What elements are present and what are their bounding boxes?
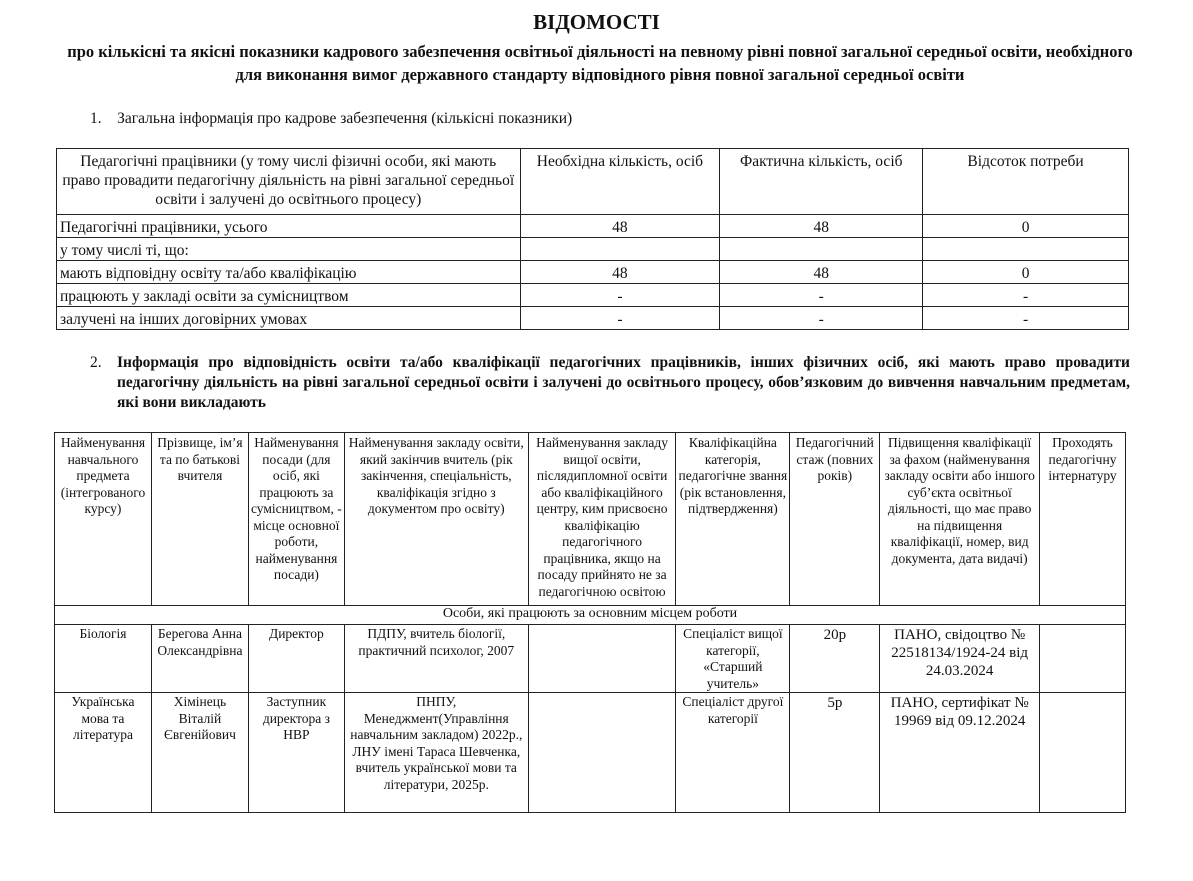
experience-cell: 20р (790, 625, 880, 693)
document-title: ВІДОМОСТІ (533, 10, 660, 34)
position-cell: Директор (248, 625, 344, 693)
education-cell: ПНПУ, Менеджмент(Управління навчальним закладом) 2022р., ЛНУ імені Тараса Шевченка, вчитель української мови та літератури, 2025р. (344, 693, 528, 813)
column-header: Найменування посади (для осіб, які працюють за сумісництвом, - місце основної роботи, найменування посади) (248, 433, 344, 606)
table-row (57, 238, 1129, 261)
table-header-row (57, 149, 1129, 215)
column-header: Фактична кількість, осіб (720, 149, 923, 215)
need-percent (923, 238, 1129, 261)
section-1-number: 1. (90, 110, 102, 127)
training-cell: ПАНО, свідоцтво № 22518134/1924-24 від 24.03.2024 (880, 625, 1040, 693)
education-cell: ПДПУ, вчитель біології, практичний психолог, 2007 (344, 625, 528, 693)
column-header: Педагогічний стаж (повних років) (790, 433, 880, 606)
section-2-heading (90, 353, 1130, 413)
table-row (57, 215, 1129, 238)
staff-qualification-table (54, 432, 1126, 813)
table-row (57, 307, 1129, 330)
need-percent: 0 (923, 261, 1129, 284)
required-count: - (520, 284, 720, 307)
row-label: мають відповідну освіту та/або кваліфікацію (57, 261, 521, 284)
column-header: Кваліфікаційна категорія, педагогічне звання (рік встановлення, підтвердження) (676, 433, 790, 606)
column-header: Відсоток потреби (923, 149, 1129, 215)
internship-cell (1040, 693, 1126, 813)
column-header: Найменування навчального предмета (інтегрованого курсу) (55, 433, 152, 606)
teacher-name-cell: Берегова Анна Олександрівна (151, 625, 248, 693)
row-label: у тому числі ті, що: (57, 238, 521, 261)
need-percent: - (923, 284, 1129, 307)
required-count: 48 (520, 261, 720, 284)
need-percent: - (923, 307, 1129, 330)
section-2-number: 2. (90, 354, 102, 371)
column-header: Необхідна кількість, осіб (520, 149, 720, 215)
table-row (57, 261, 1129, 284)
position-cell: Заступник директора з НВР (248, 693, 344, 813)
column-header: Прізвище, ім’я та по батькові вчителя (151, 433, 248, 606)
actual-count: 48 (720, 215, 923, 238)
section-1-heading (90, 110, 572, 128)
row-label: залучені на інших договірних умовах (57, 307, 521, 330)
subject-cell: Українська мова та література (55, 693, 152, 813)
column-header: Найменування закладу вищої освіти, післядипломної освіти або кваліфікаційного центру, ким присвоєно кваліфікацію педагогічного працівника, якщо на посаду прийнято не за педагогічною освітою (528, 433, 676, 606)
need-percent: 0 (923, 215, 1129, 238)
experience-cell: 5р (790, 693, 880, 813)
internship-cell (1040, 625, 1126, 693)
table-row (55, 625, 1126, 693)
table-row (57, 284, 1129, 307)
actual-count: 48 (720, 261, 923, 284)
section-2-title: Інформація про відповідність освіти та/або кваліфікації педагогічних працівників, інших фізичних осіб, які мають право провадити педагогічну діяльність на рівні загальної середньої освіти і залучені до освітнього процесу, обов’язковим до вивчення навчальним предметам, які вони викладають (117, 354, 1130, 411)
group-row (55, 606, 1126, 625)
actual-count (720, 238, 923, 261)
qualification-center-cell (528, 693, 676, 813)
column-header: Педагогічні працівники (у тому числі фізичні особи, які мають право провадити педагогічну діяльність на рівні загальної середньої освіти і залучені до освітнього процесу) (57, 149, 521, 215)
row-label: працюють у закладі освіти за сумісництвом (57, 284, 521, 307)
column-header: Підвищення кваліфікації за фахом (найменування закладу освіти або іншого суб’єкта освітньої діяльності, що має право на підвищення кваліфікації, номер, вид документа, дата видачі) (880, 433, 1040, 606)
group-label: Особи, які працюють за основним місцем роботи (55, 606, 1126, 625)
actual-count: - (720, 284, 923, 307)
staffing-quantity-table (56, 148, 1129, 330)
actual-count: - (720, 307, 923, 330)
teacher-name-cell: Хімінець Віталій Євгенійович (151, 693, 248, 813)
required-count: 48 (520, 215, 720, 238)
category-cell: Спеціаліст другої категорії (676, 693, 790, 813)
qualification-center-cell (528, 625, 676, 693)
document-subtitle: про кількісні та якісні показники кадрового забезпечення освітньої діяльності на певному рівні повної загальної середньої освіти, необхідного для виконання вимог державного стандарту відповідного рівня повної загальної середньої освіти (67, 42, 1133, 84)
subject-cell: Біологія (55, 625, 152, 693)
category-cell: Спеціаліст вищої категорії, «Старший учитель» (676, 625, 790, 693)
table-header-row (55, 433, 1126, 606)
table-row (55, 693, 1126, 813)
required-count (520, 238, 720, 261)
required-count: - (520, 307, 720, 330)
section-1-title: Загальна інформація про кадрове забезпечення (кількісні показники) (117, 110, 573, 127)
column-header: Найменування закладу освіти, який закінчив вчитель (рік закінчення, спеціальність, кваліфікація згідно з документом про освіту) (344, 433, 528, 606)
row-label: Педагогічні працівники, усього (57, 215, 521, 238)
column-header: Проходять педагогічну інтернатуру (1040, 433, 1126, 606)
training-cell: ПАНО, сертифікат № 19969 від 09.12.2024 (880, 693, 1040, 813)
